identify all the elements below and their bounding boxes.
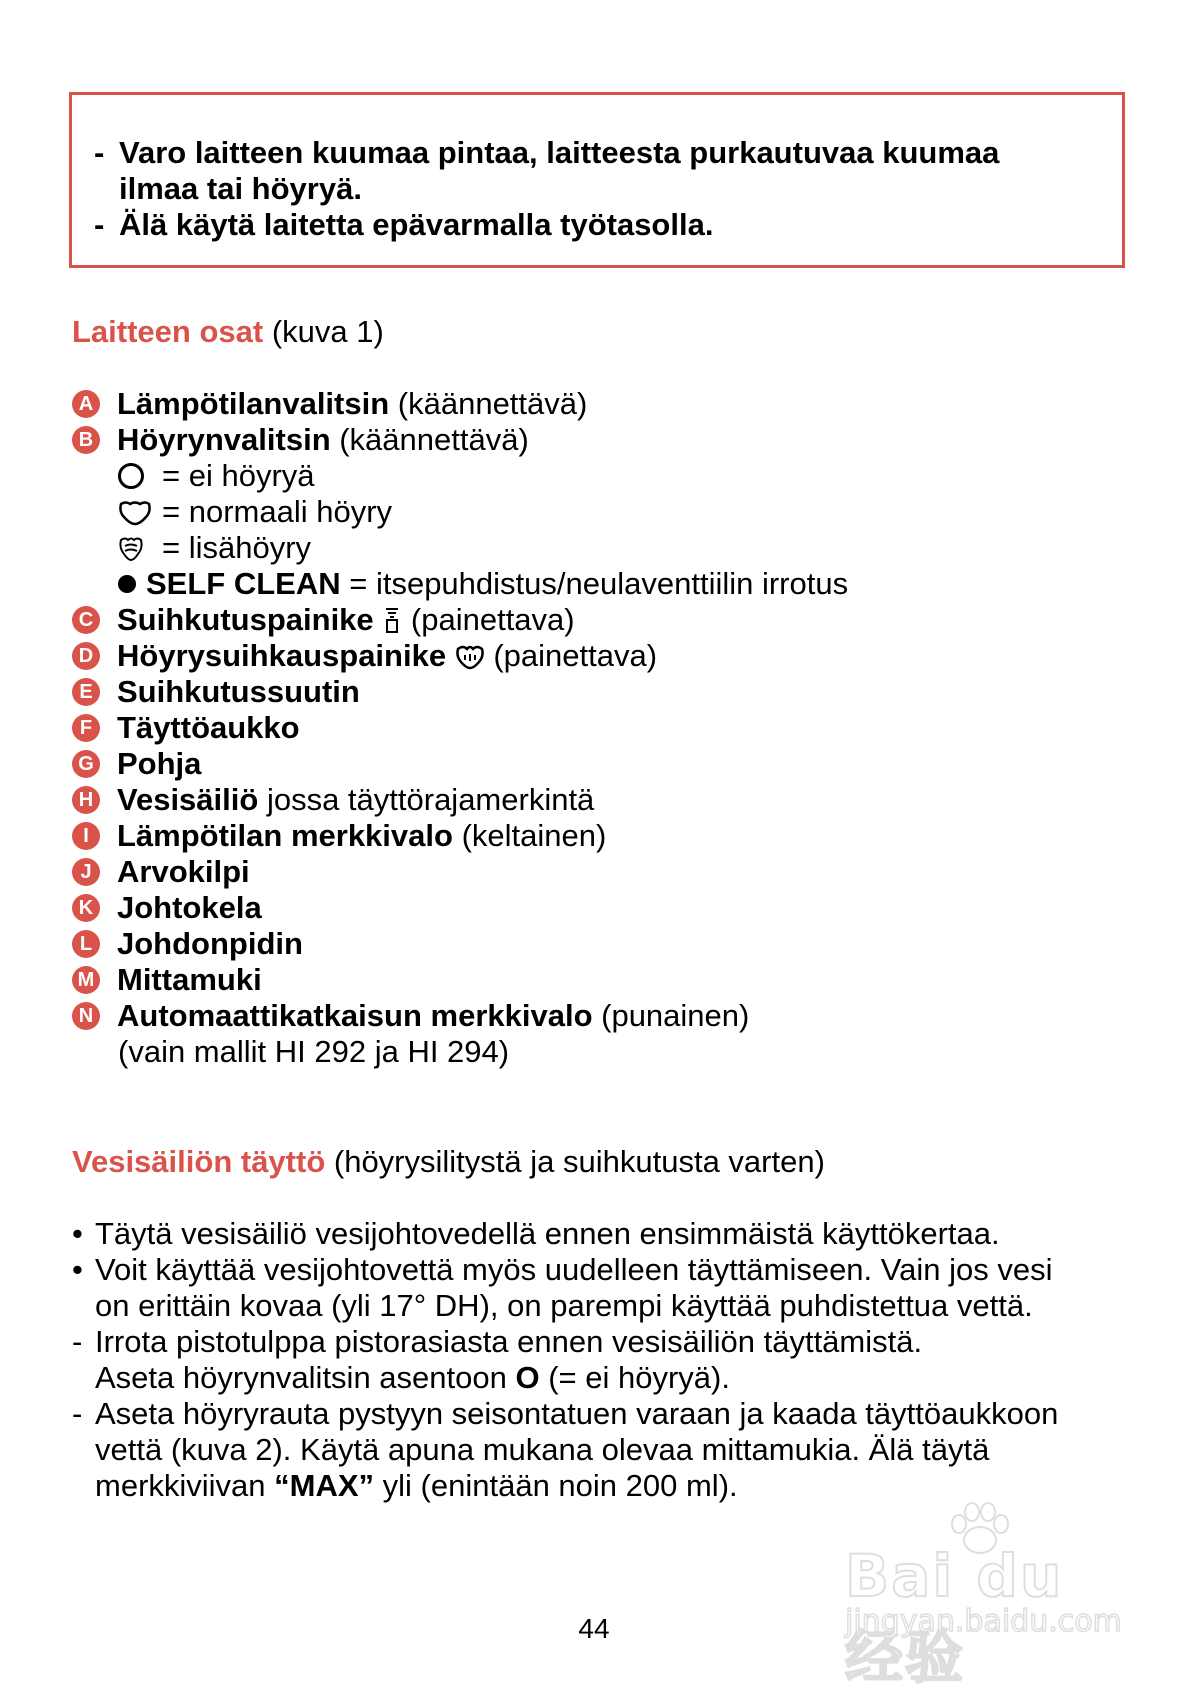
- part-detail: jossa täyttörajamerkintä: [258, 782, 595, 817]
- watermark-logo: Bai du 经验: [845, 1542, 1064, 1691]
- part-letter-badge: J: [72, 858, 100, 886]
- part-letter-badge: L: [72, 930, 100, 958]
- instruction-line: on erittäin kovaa (yli 17° DH), on parempi käyttää puhdistettua vettä.: [95, 1288, 1033, 1323]
- instruction-line: Täytä vesisäiliö vesijohtovedellä ennen ensimmäistä käyttökertaa.: [95, 1216, 1000, 1251]
- part-name: Höyrynvalitsin: [117, 422, 331, 457]
- part-name: Johtokela: [117, 890, 262, 925]
- instruction-text: yli (enintään noin 200 ml).: [374, 1468, 738, 1503]
- self-clean-option: [118, 566, 848, 602]
- steam-option-text: = lisähöyry: [162, 530, 312, 565]
- bullet-dot-icon: [118, 575, 136, 593]
- circle-icon: [118, 463, 144, 489]
- steam-cloud-icon: [118, 500, 152, 526]
- spray-icon: [382, 606, 402, 634]
- part-letter-badge: I: [72, 822, 100, 850]
- warning-box: [69, 92, 1125, 268]
- part-letter-badge: H: [72, 786, 100, 814]
- part-detail: (punainen): [592, 998, 750, 1033]
- instruction-line: Irrota pistotulppa pistorasiasta ennen vesisäiliön täyttämistä.: [95, 1324, 923, 1359]
- extra-steam-icon: [118, 536, 144, 562]
- part-letter-badge: B: [72, 426, 100, 454]
- instruction-line: [95, 1360, 730, 1396]
- steam-option-extra: [118, 530, 311, 566]
- instruction-line: Aseta höyryrauta pystyyn seisontatuen varaan ja kaada täyttöaukkoon: [95, 1396, 1059, 1431]
- part-letter-badge: G: [72, 750, 100, 778]
- parts-heading-suffix: (kuva 1): [263, 314, 384, 349]
- bullet-marker: •: [72, 1252, 83, 1287]
- part-name: Pohja: [117, 746, 202, 781]
- instruction-text: merkkiviivan: [95, 1468, 275, 1503]
- watermark-url: jingyan.baidu.com: [845, 1604, 1122, 1639]
- warning-dash: -: [94, 135, 105, 170]
- parts-heading: [72, 314, 384, 350]
- instruction-line: vettä (kuva 2). Käytä apuna mukana olevaa mittamukia. Älä täytä: [95, 1432, 990, 1467]
- warning-line: ilmaa tai höyryä.: [119, 171, 362, 206]
- steam-option-text: = normaali höyry: [162, 494, 393, 529]
- fill-heading-title: Vesisäiliön täyttö: [72, 1144, 326, 1179]
- part-detail: (painettava): [484, 638, 658, 673]
- instruction-line: Voit käyttää vesijohtovettä myös uudelleen täyttämiseen. Vain jos vesi: [95, 1252, 1053, 1287]
- instruction-bold: “MAX”: [274, 1468, 375, 1503]
- part-name: Suihkutussuutin: [117, 674, 360, 709]
- instruction-text: (= ei höyryä).: [539, 1360, 730, 1395]
- part-name: Vesisäiliö: [117, 782, 259, 817]
- part-name: Automaattikatkaisun merkkivalo: [117, 998, 593, 1033]
- part-name: Johdonpidin: [117, 926, 303, 961]
- part-name: Lämpötilanvalitsin: [117, 386, 390, 421]
- part-name: Mittamuki: [117, 962, 262, 997]
- part-letter-badge: K: [72, 894, 100, 922]
- part-letter-badge: N: [72, 1002, 100, 1030]
- steam-burst-icon: [455, 644, 485, 670]
- steam-option-text: = ei höyryä: [162, 458, 315, 493]
- part-detail: (keltainen): [452, 818, 607, 853]
- part-detail: (painettava): [402, 602, 575, 637]
- part-letter-badge: M: [72, 966, 100, 994]
- parts-heading-title: Laitteen osat: [72, 314, 264, 349]
- part-letter-badge: C: [72, 606, 100, 634]
- part-letter-badge: F: [72, 714, 100, 742]
- warning-dash: -: [94, 207, 105, 242]
- warning-line: Älä käytä laitetta epävarmalla työtasolla.: [119, 207, 714, 242]
- dash-marker: -: [72, 1324, 83, 1359]
- warning-line: Varo laitteen kuumaa pintaa, laitteesta purkautuvaa kuumaa: [119, 135, 1000, 170]
- self-clean-label: SELF CLEAN: [146, 566, 341, 601]
- model-note: (vain mallit HI 292 ja HI 294): [118, 1034, 510, 1069]
- bullet-marker: •: [72, 1216, 83, 1251]
- part-detail: (käännettävä): [389, 386, 588, 421]
- part-letter-badge: D: [72, 642, 100, 670]
- part-name: Täyttöaukko: [117, 710, 300, 745]
- instruction-line: [95, 1468, 738, 1504]
- steam-option-none: [118, 458, 315, 494]
- instruction-text: Aseta höyrynvalitsin asentoon: [95, 1360, 516, 1395]
- fill-heading: [72, 1144, 825, 1180]
- part-name: Arvokilpi: [117, 854, 250, 889]
- part-name: Suihkutuspainike: [117, 602, 374, 637]
- fill-heading-suffix: (höyrysilitystä ja suihkutusta varten): [325, 1144, 825, 1179]
- self-clean-text: = itsepuhdistus/neulaventtiilin irrotus: [340, 566, 849, 601]
- part-name: Lämpötilan merkkivalo: [117, 818, 453, 853]
- instruction-bold: O: [515, 1360, 540, 1395]
- page-number: 44: [578, 1613, 610, 1644]
- part-detail: (käännettävä): [330, 422, 529, 457]
- steam-option-normal: [118, 494, 392, 530]
- part-name: Höyrysuihkauspainike: [117, 638, 447, 673]
- dash-marker: -: [72, 1396, 83, 1431]
- part-letter-badge: A: [72, 390, 100, 418]
- part-letter-badge: E: [72, 678, 100, 706]
